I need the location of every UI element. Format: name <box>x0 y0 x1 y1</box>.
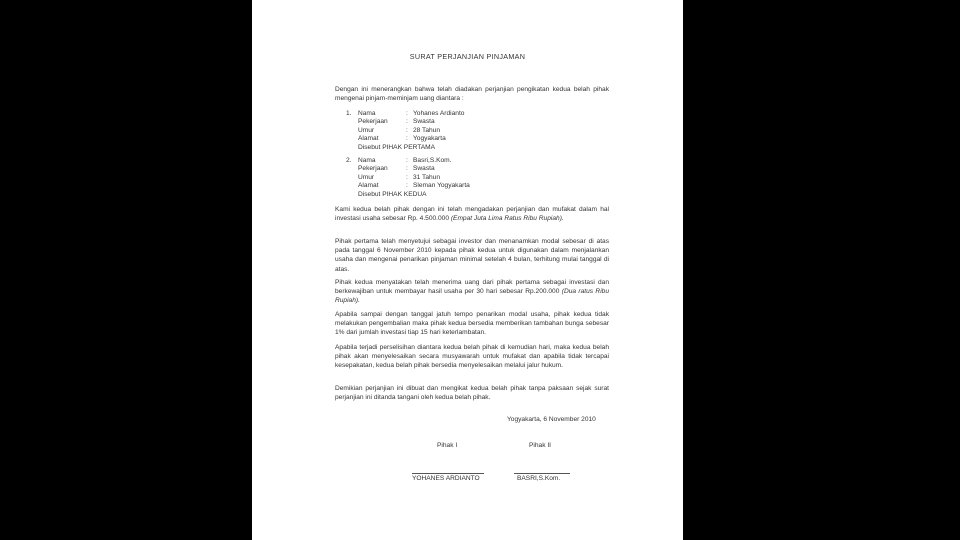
signature-left-line <box>412 473 484 474</box>
party-1-name-row <box>358 110 464 118</box>
party-2-name-row <box>358 157 451 165</box>
party-1-age-value: 28 Tahun <box>413 126 441 134</box>
closing-paragraph: Demikian perjanjian ini dibuat dan mengikat kedua belah pihak tanpa paksaan sejak surat perjanjian ini ditanda tangani oleh kedua belah pihak. <box>335 385 609 402</box>
field-separator: : <box>406 126 408 134</box>
receipt-text: Pihak kedua menyatakan telah menerima uang dari pihak pertama sebagai investasi dan berkewajiban untuk membayar hasil usaha per 30 hari sebesar Rp.200.000 <box>335 279 609 296</box>
party-1-address-row <box>358 135 446 143</box>
party-1-job-value: Swasta <box>413 118 435 126</box>
investor-paragraph: Pihak pertama telah menyetujui sebagai investor dan menanamkan modal sebesar di atas pada tanggal 6 November 2010 kepada pihak kedua untuk digunakan dalam menjalankan usaha dan mengenai penarikan pinjaman minimal setelah 4 bulan, terhitung mulai tanggal di atas. <box>335 238 609 273</box>
field-separator: : <box>406 182 408 190</box>
party-2-job-row <box>358 165 435 173</box>
document-page <box>252 0 683 540</box>
field-label: Umur <box>358 126 375 134</box>
party-1-designation: Disebut PIHAK PERTAMA <box>358 143 436 151</box>
field-separator: : <box>406 157 408 164</box>
signature-left-label: Pihak I <box>437 442 458 449</box>
field-separator: : <box>406 165 408 173</box>
place-date: Yogyakarta, 6 November 2010 <box>507 416 596 423</box>
signature-right-label: Pihak II <box>529 442 551 449</box>
field-label: Alamat <box>358 135 379 143</box>
party-1-address-value: Yogyakarta <box>413 135 446 143</box>
field-label: Alamat <box>358 182 379 190</box>
field-label: Pekerjaan <box>358 165 388 173</box>
field-label: Pekerjaan <box>358 118 388 126</box>
party-1-name-value: Yohanes Ardianto <box>413 110 465 117</box>
field-separator: : <box>406 173 408 181</box>
document-title: SURAT PERJANJIAN PINJAMAN <box>409 52 526 61</box>
party-1-number: 1. <box>346 110 352 117</box>
party-2-number: 2. <box>346 157 352 164</box>
agreement-text: Kami kedua belah pihak dengan ini telah mengadakan perjanjian dan mufakat dalam hal investasi usaha sebesar Rp. 4.500.000 <box>335 206 609 223</box>
receipt-amount-words: (Dua ratus Ribu Rupiah). <box>335 288 609 305</box>
party-1-age-row <box>358 127 440 135</box>
agreement-paragraph <box>335 205 609 223</box>
party-1-job-row <box>358 118 435 126</box>
party-2-address-row <box>358 182 470 190</box>
party-2-job-value: Swasta <box>413 165 435 173</box>
field-separator: : <box>406 135 408 143</box>
intro-paragraph: Dengan ini menerangkan bahwa telah diadakan perjanjian pengikatan kedua belah pihak mengenai pinjam-meminjam uang diantara : <box>335 86 609 103</box>
signature-right-line <box>514 473 570 474</box>
field-label: Nama <box>358 110 376 117</box>
agreement-amount-words: (Empat Juta Lima Ratus Ribu Rupiah). <box>450 215 564 223</box>
receipt-paragraph <box>335 278 609 306</box>
party-2-age-row <box>358 174 440 182</box>
field-label: Nama <box>358 157 376 164</box>
field-separator: : <box>406 118 408 126</box>
late-payment-paragraph: Apabila sampai dengan tanggal jatuh tempo penarikan modal usaha, pihak kedua tidak melakukan pengembalian maka pihak kedua bersedia memberikan tambahan bunga sebesar 1% dari jumlah investasi tiap 15 hari keterlambatan. <box>335 311 609 337</box>
field-label: Umur <box>358 173 375 181</box>
party-2-designation: Disebut PIHAK KEDUA <box>358 190 427 198</box>
field-separator: : <box>406 110 408 117</box>
party-2-age-value: 31 Tahun <box>413 173 441 181</box>
dispute-paragraph: Apabila terjadi perselisihan diantara kedua belah pihak di kemudian hari, maka kedua belah pihak akan menyelesaikan secara musyawarah untuk mufakat dan apabila tidak tercapai kesepakatan, kedua belah pihak bersedia menyelesaikan melalui jalur hukum. <box>335 344 609 370</box>
party-2-name-value: Basri,S.Kom. <box>413 157 452 164</box>
party-2-address-value: Sleman Yogyakarta <box>413 182 470 190</box>
signature-right-name: BASRI,S.Kom. <box>517 475 561 482</box>
signature-left-name: YOHANES ARDIANTO <box>412 475 480 482</box>
